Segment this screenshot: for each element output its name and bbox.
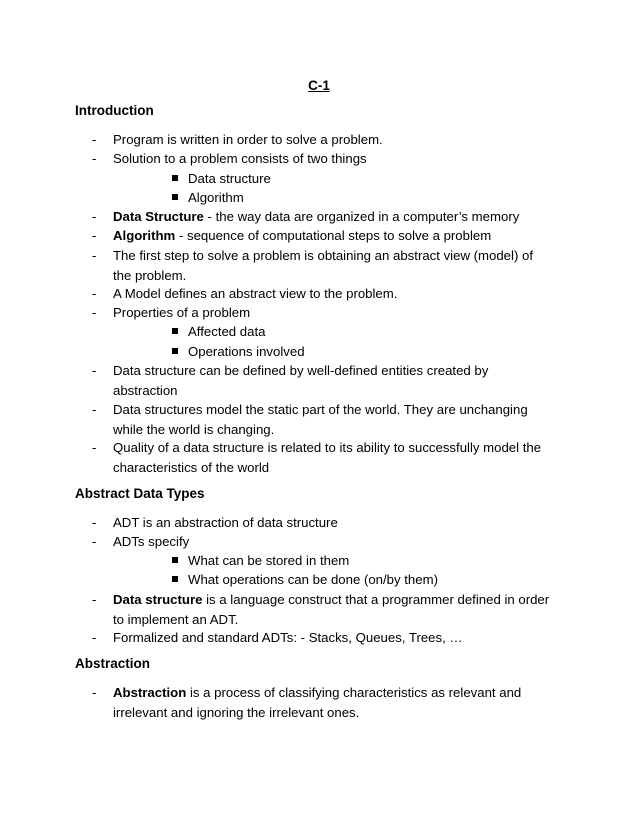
list-item xyxy=(92,284,562,304)
bullet-dash: - xyxy=(92,630,97,645)
section-heading-abstraction: Abstraction xyxy=(75,656,151,671)
sub-list-item xyxy=(172,322,265,342)
list-item xyxy=(92,438,562,477)
list-item-text: - sequence of computational steps to solve a problem xyxy=(175,228,492,243)
section-heading-introduction: Introduction xyxy=(75,103,154,118)
list-item-text: Data structure can be defined by well-defined entities created by xyxy=(113,363,489,378)
sub-list-item xyxy=(172,188,244,208)
list-item-text: Program is written in order to solve a problem. xyxy=(113,132,383,147)
bullet-dash: - xyxy=(92,151,97,166)
list-item xyxy=(92,303,562,323)
list-item-text: is a language construct that a programmer defined in order xyxy=(202,592,550,607)
list-item-text: abstraction xyxy=(113,382,178,398)
list-item-text: characteristics of the world xyxy=(113,459,270,475)
sub-list-item xyxy=(172,169,271,189)
list-item-text: - the way data are organized in a computer’s memory xyxy=(203,209,520,224)
list-item-text: Formalized and standard ADTs: - Stacks, Queues, Trees, … xyxy=(113,630,463,645)
page-title: C-1 xyxy=(308,78,330,93)
sub-list-item xyxy=(172,570,438,590)
bullet-dash: - xyxy=(92,534,97,549)
sub-list-item xyxy=(172,342,305,362)
list-item-text: irrelevant and ignoring the irrelevant ones. xyxy=(113,704,360,720)
list-item-text: Properties of a problem xyxy=(113,305,251,320)
bullet-dash: - xyxy=(92,515,97,530)
sub-list-item-text: Affected data xyxy=(188,324,266,339)
bullet-dash: - xyxy=(92,248,97,263)
list-item-text: The first step to solve a problem is obtaining an abstract view (model) of xyxy=(113,248,533,263)
sub-list-item-text: Operations involved xyxy=(188,344,305,359)
list-item xyxy=(92,149,562,169)
list-item xyxy=(92,683,562,722)
section-heading-abstract-data-types: Abstract Data Types xyxy=(75,486,205,501)
bullet-dash: - xyxy=(92,363,97,378)
bullet-dash: - xyxy=(92,209,97,224)
list-item-text: Quality of a data structure is related to its ability to successfully model the xyxy=(113,440,542,455)
bullet-dash: - xyxy=(92,305,97,320)
list-item xyxy=(92,513,562,533)
sub-list-item-text: What operations can be done (on/by them) xyxy=(188,572,438,587)
square-bullet-icon xyxy=(172,348,178,354)
list-item-text: while the world is changing. xyxy=(113,421,275,437)
list-item xyxy=(92,226,562,246)
sub-list-item-text: What can be stored in them xyxy=(188,553,350,568)
bullet-dash: - xyxy=(92,592,97,607)
list-item xyxy=(92,207,562,227)
sub-list-item-text: Algorithm xyxy=(188,190,244,205)
square-bullet-icon xyxy=(172,328,178,334)
list-item xyxy=(92,361,562,400)
bullet-dash: - xyxy=(92,685,97,700)
sub-list-item-text: Data structure xyxy=(188,171,271,186)
term-data-structure: Data structure xyxy=(113,592,203,607)
list-item xyxy=(92,590,562,629)
list-item-text: ADTs specify xyxy=(113,534,190,549)
sub-list-item xyxy=(172,551,349,571)
list-item-text: Data structures model the static part of the world. They are unchanging xyxy=(113,402,528,417)
bullet-dash: - xyxy=(92,228,97,243)
bullet-dash: - xyxy=(92,132,97,147)
list-item-text: ADT is an abstraction of data structure xyxy=(113,515,338,530)
list-item-text: to implement an ADT. xyxy=(113,611,239,627)
term-abstraction: Abstraction xyxy=(113,685,187,700)
term-data-structure: Data Structure xyxy=(113,209,204,224)
list-item-text: the problem. xyxy=(113,267,187,283)
square-bullet-icon xyxy=(172,557,178,563)
list-item xyxy=(92,246,562,285)
term-algorithm: Algorithm xyxy=(113,228,176,243)
list-item-text: Solution to a problem consists of two things xyxy=(113,151,367,166)
bullet-dash: - xyxy=(92,286,97,301)
list-item xyxy=(92,400,562,439)
square-bullet-icon xyxy=(172,576,178,582)
bullet-dash: - xyxy=(92,402,97,417)
list-item xyxy=(92,628,562,648)
list-item-text: A Model defines an abstract view to the problem. xyxy=(113,286,398,301)
square-bullet-icon xyxy=(172,175,178,181)
list-item xyxy=(92,130,562,150)
square-bullet-icon xyxy=(172,194,178,200)
list-item-text: is a process of classifying characteristics as relevant and xyxy=(186,685,522,700)
list-item xyxy=(92,532,562,552)
bullet-dash: - xyxy=(92,440,97,455)
